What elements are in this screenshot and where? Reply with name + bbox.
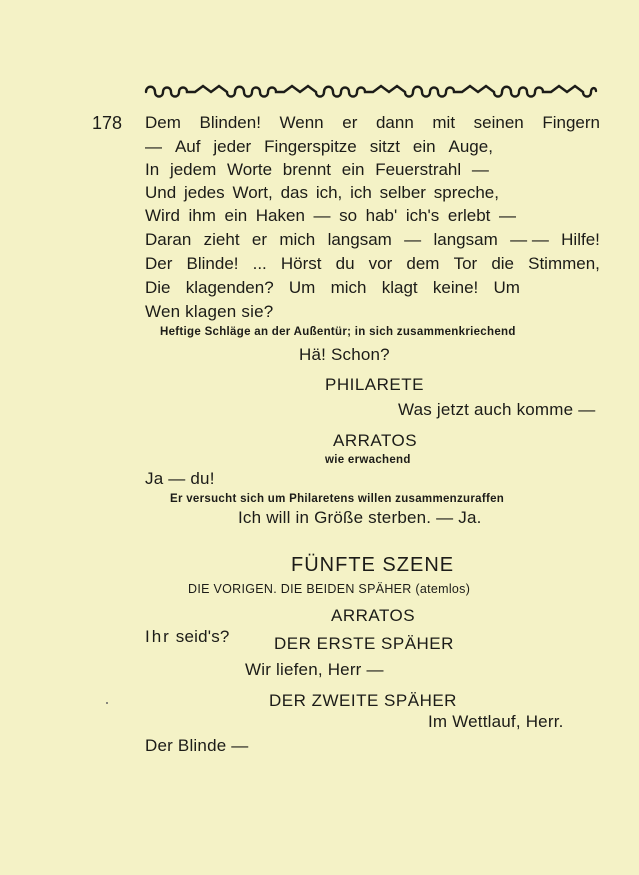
verse-word: spreche, xyxy=(433,183,499,202)
verse-line: Was jetzt auch komme — xyxy=(398,400,596,419)
decorative-border-ornament xyxy=(143,82,599,104)
verse-word: Blinden! xyxy=(199,113,261,132)
verse-word: vor xyxy=(368,254,393,273)
verse-word: brennt xyxy=(282,160,331,179)
verse-line: Wen klagen sie? xyxy=(145,302,274,321)
verse-line xyxy=(145,206,516,226)
verse-word: Um xyxy=(288,278,316,297)
verse-line xyxy=(145,160,489,180)
speaker-name: DER ZWEITE SPÄHER xyxy=(269,691,457,710)
verse-word: ich xyxy=(350,183,372,202)
cast-list: DIE VORIGEN. DIE BEIDEN SPÄHER (atemlos) xyxy=(188,582,471,596)
verse-line xyxy=(145,254,600,274)
verse-line xyxy=(145,137,493,157)
verse-word: Hilfe! xyxy=(561,230,600,249)
verse-word: — xyxy=(145,137,162,156)
verse-word: — — xyxy=(510,230,549,249)
verse-word: mich xyxy=(330,278,367,297)
verse-word: jedes xyxy=(184,183,225,202)
verse-word: ein xyxy=(224,206,248,225)
spaced-emphasis: Ihr xyxy=(145,627,171,646)
verse-word: jeder xyxy=(213,137,252,156)
verse-word: Der xyxy=(145,254,173,273)
verse-word: Hörst xyxy=(280,254,322,273)
verse-word: so xyxy=(339,206,358,225)
stage-direction: Heftige Schläge an der Außentür; in sich zusammenkriechend xyxy=(160,326,516,338)
speaker-name: ARRATOS xyxy=(333,431,418,450)
verse-line: Der Blinde — xyxy=(145,736,249,755)
verse-word: erlebt xyxy=(447,206,491,225)
verse-word: Die xyxy=(145,278,171,297)
verse-line: Ja — du! xyxy=(145,469,215,488)
print-speck xyxy=(106,702,108,704)
verse-word: klagenden? xyxy=(185,278,274,297)
verse-word: Wird xyxy=(145,206,180,225)
verse-word: ich, xyxy=(315,183,343,202)
verse-word: Auge, xyxy=(448,137,493,156)
verse-word: langsam xyxy=(327,230,392,249)
verse-word: Wort, xyxy=(232,183,273,202)
verse-word: er xyxy=(342,113,358,132)
verse-word: er xyxy=(251,230,268,249)
verse-word: dem xyxy=(406,254,440,273)
verse-word: Wenn xyxy=(279,113,324,132)
verse-word: zieht xyxy=(203,230,240,249)
verse-word: Blinde! xyxy=(186,254,239,273)
verse-word: Auf xyxy=(174,137,201,156)
scene-heading: FÜNFTE SZENE xyxy=(291,554,455,576)
verse-line xyxy=(145,183,499,203)
verse-line xyxy=(145,113,600,133)
verse-word: ... xyxy=(252,254,267,273)
verse-word: Tor xyxy=(453,254,478,273)
verse-word: — xyxy=(313,206,331,225)
verse-word: — xyxy=(404,230,422,249)
stage-direction: Er versucht sich um Philaretens willen zusammenzuraffen xyxy=(170,493,505,505)
verse-text: seid's? xyxy=(170,627,230,646)
verse-word: selber xyxy=(379,183,426,202)
verse-word: seinen xyxy=(473,113,524,132)
verse-word: ich's xyxy=(405,206,440,225)
page-number: 178 xyxy=(92,113,123,133)
speaker-name: DER ERSTE SPÄHER xyxy=(274,634,454,653)
verse-word: ein xyxy=(412,137,436,156)
verse-word: Und xyxy=(145,183,177,202)
verse-word: mit xyxy=(432,113,456,132)
verse-line: Wir liefen, Herr — xyxy=(245,660,384,679)
verse-word: ein xyxy=(341,160,365,179)
verse-word: du xyxy=(335,254,355,273)
verse-word: ihm xyxy=(188,206,216,225)
verse-line: Hä! Schon? xyxy=(299,345,390,364)
verse-word: Fingerspitze xyxy=(264,137,357,156)
verse-word: Haken xyxy=(255,206,305,225)
verse-word: langsam xyxy=(433,230,498,249)
verse-word: Feuerstrahl xyxy=(375,160,462,179)
verse-line xyxy=(145,230,600,250)
verse-word: keine! xyxy=(432,278,479,297)
verse-word: In xyxy=(145,160,160,179)
stage-direction: wie erwachend xyxy=(325,454,411,466)
verse-word: Dem xyxy=(145,113,181,132)
verse-line: Ich will in Größe sterben. — Ja. xyxy=(238,508,482,527)
verse-line xyxy=(145,627,230,647)
verse-word: — xyxy=(498,206,516,225)
speaker-name: ARRATOS xyxy=(331,606,416,625)
verse-word: jedem xyxy=(169,160,217,179)
speaker-name: PHILARETE xyxy=(325,375,424,394)
verse-line: Im Wettlauf, Herr. xyxy=(428,712,564,731)
verse-word: klagt xyxy=(381,278,418,297)
verse-word: dann xyxy=(375,113,414,132)
verse-word: hab' xyxy=(365,206,398,225)
verse-word: — xyxy=(471,160,489,179)
verse-word: Fingern xyxy=(542,113,600,132)
verse-word: Um xyxy=(493,278,520,297)
verse-word: sitzt xyxy=(369,137,400,156)
verse-word: mich xyxy=(279,230,316,249)
verse-word: das xyxy=(280,183,308,202)
verse-word: Worte xyxy=(227,160,273,179)
verse-line xyxy=(145,278,520,298)
verse-word: Daran xyxy=(145,230,192,249)
verse-word: die xyxy=(491,254,514,273)
verse-word: Stimmen, xyxy=(528,254,600,273)
